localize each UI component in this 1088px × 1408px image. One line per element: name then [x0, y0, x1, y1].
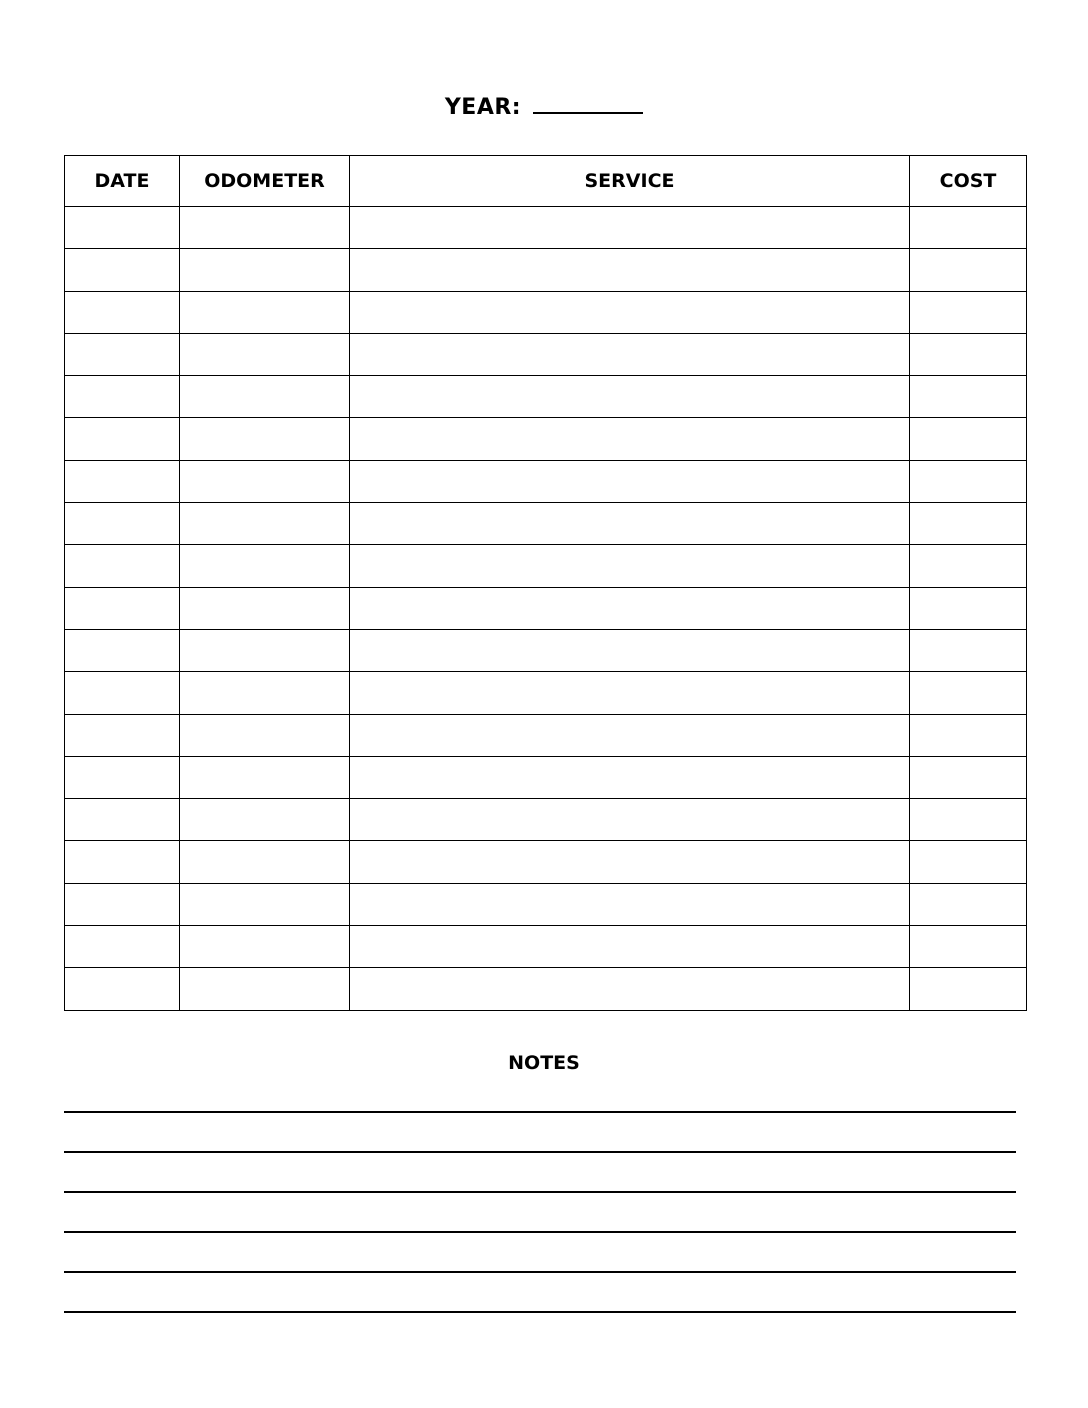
date-cell[interactable] [65, 418, 180, 460]
cost-cell[interactable] [910, 841, 1027, 883]
service-cell[interactable] [350, 460, 910, 502]
odometer-cell[interactable] [180, 376, 350, 418]
table-row [65, 545, 1027, 587]
cost-cell[interactable] [910, 799, 1027, 841]
table-row [65, 291, 1027, 333]
odometer-cell[interactable] [180, 545, 350, 587]
table-row [65, 587, 1027, 629]
date-cell[interactable] [65, 587, 180, 629]
table-row [65, 207, 1027, 249]
service-cell[interactable] [350, 629, 910, 671]
cost-cell[interactable] [910, 926, 1027, 968]
table-row [65, 376, 1027, 418]
date-cell[interactable] [65, 799, 180, 841]
table-row [65, 460, 1027, 502]
cost-cell[interactable] [910, 249, 1027, 291]
odometer-cell[interactable] [180, 418, 350, 460]
odometer-cell[interactable] [180, 460, 350, 502]
table-row [65, 714, 1027, 756]
date-cell[interactable] [65, 926, 180, 968]
odometer-cell[interactable] [180, 756, 350, 798]
service-cell[interactable] [350, 249, 910, 291]
notes-line[interactable] [64, 1231, 1016, 1233]
service-cell[interactable] [350, 799, 910, 841]
odometer-cell[interactable] [180, 333, 350, 375]
table-row [65, 756, 1027, 798]
service-cell[interactable] [350, 756, 910, 798]
notes-line[interactable] [64, 1191, 1016, 1193]
column-header-odometer: ODOMETER [180, 156, 350, 207]
table-row [65, 418, 1027, 460]
date-cell[interactable] [65, 333, 180, 375]
service-cell[interactable] [350, 587, 910, 629]
service-cell[interactable] [350, 672, 910, 714]
cost-cell[interactable] [910, 587, 1027, 629]
date-cell[interactable] [65, 841, 180, 883]
odometer-cell[interactable] [180, 503, 350, 545]
service-cell[interactable] [350, 418, 910, 460]
notes-line[interactable] [64, 1111, 1016, 1113]
cost-cell[interactable] [910, 968, 1027, 1010]
table-row [65, 503, 1027, 545]
date-cell[interactable] [65, 249, 180, 291]
date-cell[interactable] [65, 756, 180, 798]
service-cell[interactable] [350, 968, 910, 1010]
table-row [65, 926, 1027, 968]
table-row [65, 799, 1027, 841]
date-cell[interactable] [65, 883, 180, 925]
table-row [65, 672, 1027, 714]
odometer-cell[interactable] [180, 714, 350, 756]
table-row [65, 841, 1027, 883]
date-cell[interactable] [65, 503, 180, 545]
odometer-cell[interactable] [180, 672, 350, 714]
odometer-cell[interactable] [180, 799, 350, 841]
date-cell[interactable] [65, 376, 180, 418]
odometer-cell[interactable] [180, 587, 350, 629]
service-cell[interactable] [350, 291, 910, 333]
service-cell[interactable] [350, 376, 910, 418]
notes-line[interactable] [64, 1311, 1016, 1313]
odometer-cell[interactable] [180, 883, 350, 925]
cost-cell[interactable] [910, 376, 1027, 418]
cost-cell[interactable] [910, 333, 1027, 375]
odometer-cell[interactable] [180, 629, 350, 671]
service-cell[interactable] [350, 714, 910, 756]
date-cell[interactable] [65, 545, 180, 587]
notes-title: NOTES [508, 1052, 580, 1074]
cost-cell[interactable] [910, 207, 1027, 249]
date-cell[interactable] [65, 968, 180, 1010]
table-row [65, 249, 1027, 291]
notes-line[interactable] [64, 1151, 1016, 1153]
table-row [65, 333, 1027, 375]
year-heading [0, 92, 1088, 120]
odometer-cell[interactable] [180, 968, 350, 1010]
table-row [65, 968, 1027, 1010]
cost-cell[interactable] [910, 503, 1027, 545]
cost-cell[interactable] [910, 883, 1027, 925]
odometer-cell[interactable] [180, 207, 350, 249]
cost-cell[interactable] [910, 756, 1027, 798]
cost-cell[interactable] [910, 460, 1027, 502]
date-cell[interactable] [65, 629, 180, 671]
table-row [65, 883, 1027, 925]
service-cell[interactable] [350, 926, 910, 968]
service-cell[interactable] [350, 841, 910, 883]
year-blank-field[interactable] [533, 92, 643, 114]
odometer-cell[interactable] [180, 249, 350, 291]
cost-cell[interactable] [910, 714, 1027, 756]
date-cell[interactable] [65, 714, 180, 756]
column-header-cost: COST [910, 156, 1027, 207]
cost-cell[interactable] [910, 418, 1027, 460]
service-cell[interactable] [350, 883, 910, 925]
cost-cell[interactable] [910, 629, 1027, 671]
table-header-row [65, 156, 1027, 207]
date-cell[interactable] [65, 291, 180, 333]
column-header-date: DATE [65, 156, 180, 207]
column-header-service: SERVICE [350, 156, 910, 207]
service-cell[interactable] [350, 545, 910, 587]
year-label: YEAR: [444, 95, 522, 120]
service-cell[interactable] [350, 333, 910, 375]
odometer-cell[interactable] [180, 926, 350, 968]
odometer-cell[interactable] [180, 291, 350, 333]
odometer-cell[interactable] [180, 841, 350, 883]
cost-cell[interactable] [910, 545, 1027, 587]
table-row [65, 629, 1027, 671]
notes-line[interactable] [64, 1271, 1016, 1273]
date-cell[interactable] [65, 672, 180, 714]
service-cell[interactable] [350, 503, 910, 545]
cost-cell[interactable] [910, 291, 1027, 333]
cost-cell[interactable] [910, 672, 1027, 714]
service-cell[interactable] [350, 207, 910, 249]
date-cell[interactable] [65, 460, 180, 502]
service-log-table [64, 155, 1027, 1011]
table-body [65, 207, 1027, 1011]
date-cell[interactable] [65, 207, 180, 249]
